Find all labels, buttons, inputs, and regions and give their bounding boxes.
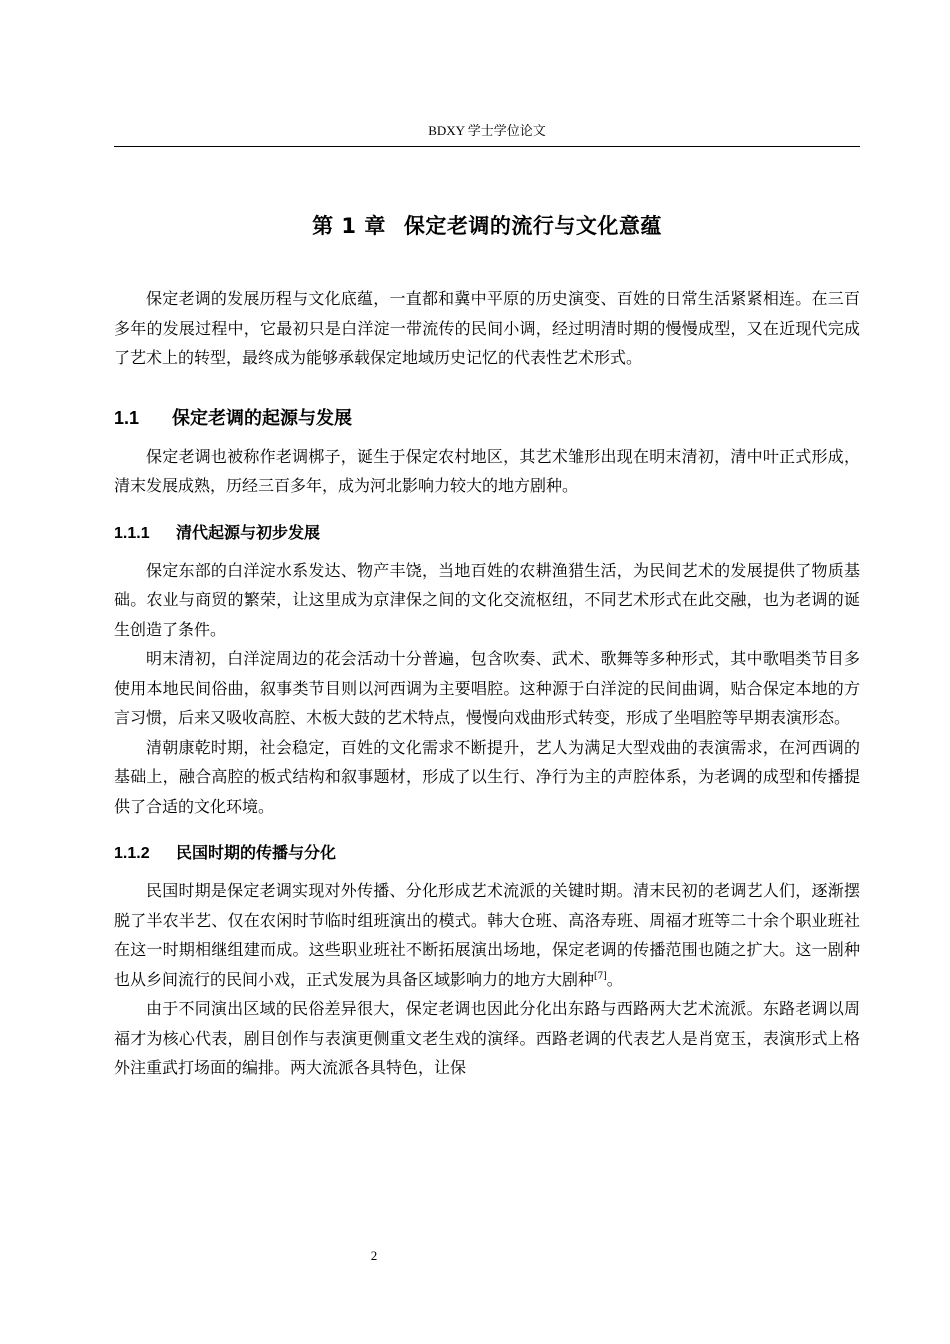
section-1-1-1-paragraph-3: 清朝康乾时期，社会稳定，百姓的文化需求不断提升，艺人为满足大型戏曲的表演需求，在河西调的基础上，融合高腔的板式结构和叙事题材，形成了以生行、净行为主的声腔体系，为老调的成型和传播提供了合适的文化环境。 bbox=[114, 737, 860, 816]
section-number: 1.1 bbox=[114, 407, 140, 428]
section-1-1-1-paragraph-2: 明末清初，白洋淀周边的花会活动十分普遍，包含吹奏、武术、歌舞等多种形式，其中歌唱类节目多使用本地民间俗曲，叙事类节目则以河西调为主要唱腔。这种源于白洋淀的民间曲调，贴合保定本地的方言习惯，后来又吸收高腔、木板大鼓的艺术特点，慢慢向戏曲形式转变，形成了坐唱腔等早期表演形态。 bbox=[114, 649, 860, 727]
subsection-title-text: 民国时期的传播与分化 bbox=[176, 843, 337, 862]
section-1-1-1-paragraph-1: 保定东部的白洋淀水系发达、物产丰饶，当地百姓的农耕渔猎生活，为民间艺术的发展提供了物质基础。农业与商贸的繁荣，让这里成为京津保之间的文化交流枢纽，不同艺术形式在此交融，也为老调的诞生创造了条件。 bbox=[114, 560, 860, 639]
subsection-number: 1.1.1 bbox=[114, 524, 150, 542]
section-title-text: 保定老调的起源与发展 bbox=[172, 407, 352, 429]
header-rule bbox=[114, 146, 860, 147]
citation-ref[interactable]: [7] bbox=[594, 971, 607, 982]
chapter-title bbox=[114, 206, 860, 246]
subsection-number: 1.1.2 bbox=[114, 845, 150, 862]
chapter-title-text: 保定老调的流行与文化意蕴 bbox=[403, 214, 662, 238]
section-1-1-paragraph: 保定老调也被称作老调梆子，诞生于保定农村地区，其艺术雏形出现在明末清初，清中叶正式形成，清末发展成熟，历经三百多年，成为河北影响力较大的地方剧种。 bbox=[114, 446, 860, 495]
section-heading-1-1-1 bbox=[114, 519, 860, 548]
section-heading-1-1-2 bbox=[114, 839, 860, 868]
intro-paragraph: 保定老调的发展历程与文化底蕴，一直都和冀中平原的历史演变、百姓的日常生活紧紧相连。在三百多年的发展过程中，它最初只是白洋淀一带流传的民间小调，经过明清时期的慢慢成型，又在近现代完成了艺术上的转型，最终成为能够承载保定地域历史记忆的代表性艺术形式。 bbox=[114, 289, 860, 367]
section-1-1-2-paragraph-2: 由于不同演出区域的民俗差异很大，保定老调也因此分化出东路与西路两大艺术流派。东路老调以周福才为核心代表，剧目创作与表演更侧重文老生戏的演绎。西路老调的代表艺人是肖宽玉，表演形式上格外注重武打场面的编排。两大流派各具特色，让保 bbox=[114, 999, 860, 1077]
chapter-number: 第 1 章 bbox=[312, 214, 386, 238]
paragraph-text: 民国时期是保定老调实现对外传播、分化形成艺术流派的关键时期。清末民初的老调艺人们，逐渐摆脱了半农半艺、仅在农闲时节临时组班演出的模式。韩大仓班、高洛寿班、周福才班等二十余个职业班社在这一时期相继组建而成。这些职业班社不断拓展演出场地，保定老调的传播范围也随之扩大。这一剧种也从乡间流行的民间小戏，正式发展为具备区域影响力的地方大剧种 bbox=[114, 881, 860, 989]
page-content bbox=[114, 206, 860, 1083]
subsection-title-text: 清代起源与初步发展 bbox=[176, 522, 321, 542]
section-heading-1-1 bbox=[114, 403, 860, 434]
paragraph-end: 。 bbox=[606, 969, 623, 989]
running-header: BDXY 学士学位论文 bbox=[428, 123, 546, 138]
page-number: 2 bbox=[370, 1248, 378, 1263]
section-1-1-2-paragraph-1 bbox=[114, 876, 860, 994]
